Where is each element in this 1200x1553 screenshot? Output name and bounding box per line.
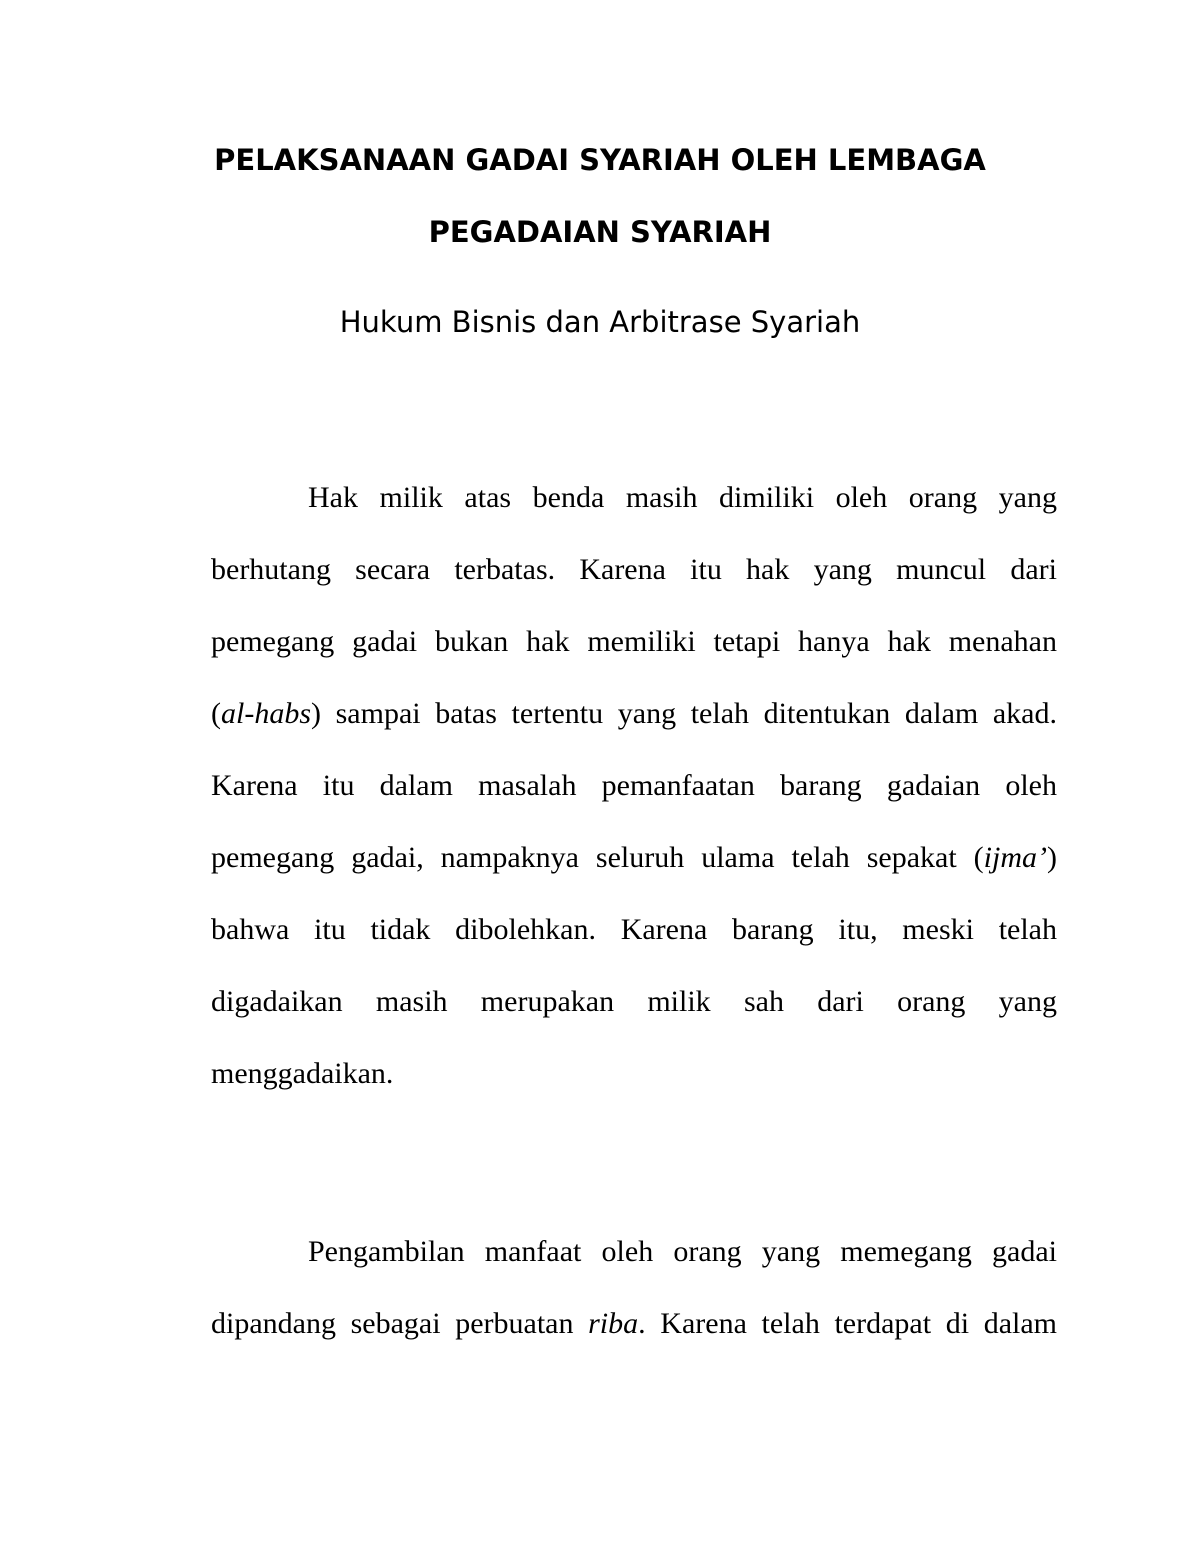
line-2-pre: dipandang sebagai perbuatan bbox=[211, 1307, 589, 1340]
paragraph-1-line-4 bbox=[211, 694, 1057, 734]
paragraph-1-line-8: digadaikan masih merupakan milik sah dari orang yang bbox=[211, 985, 1057, 1018]
line-4-rest: ) sampai batas tertentu yang telah ditentukan dalam akad. bbox=[311, 697, 1057, 730]
paragraph-1-line-7: bahwa itu tidak dibolehkan. Karena barang itu, meski telah bbox=[211, 913, 1057, 946]
paragraph-1-line-2: berhutang secara terbatas. Karena itu hak yang muncul dari bbox=[211, 553, 1057, 586]
paragraph-1-line-1: Hak milik atas benda masih dimiliki oleh orang yang bbox=[308, 481, 1057, 514]
paragraph-1-line-6 bbox=[211, 838, 1057, 878]
paragraph-1-line-3: pemegang gadai bukan hak memiliki tetapi hanya hak menahan bbox=[211, 625, 1057, 658]
document-title-line-2: PEGADAIAN SYARIAH bbox=[428, 215, 772, 249]
italic-term-ijma: ijma’ bbox=[983, 841, 1047, 874]
paragraph-2-line-2 bbox=[211, 1304, 1057, 1344]
document-title-line-1: PELAKSANAAN GADAI SYARIAH OLEH LEMBAGA bbox=[214, 143, 986, 177]
italic-term-al-habs: al-habs bbox=[221, 697, 311, 730]
paragraph-1-line-9: menggadaikan. bbox=[211, 1057, 394, 1090]
paragraph-2-line-1: Pengambilan manfaat oleh orang yang memegang gadai bbox=[308, 1235, 1057, 1268]
close-paren: ) bbox=[1047, 841, 1057, 874]
open-paren: ( bbox=[211, 697, 221, 730]
line-6-pre: pemegang gadai, nampaknya seluruh ulama telah sepakat ( bbox=[211, 841, 984, 874]
line-2-rest: . Karena telah terdapat di dalam bbox=[638, 1307, 1057, 1340]
italic-term-riba: riba bbox=[588, 1307, 639, 1340]
document-subtitle: Hukum Bisnis dan Arbitrase Syariah bbox=[339, 305, 861, 339]
paragraph-1-line-5: Karena itu dalam masalah pemanfaatan barang gadaian oleh bbox=[211, 769, 1057, 802]
